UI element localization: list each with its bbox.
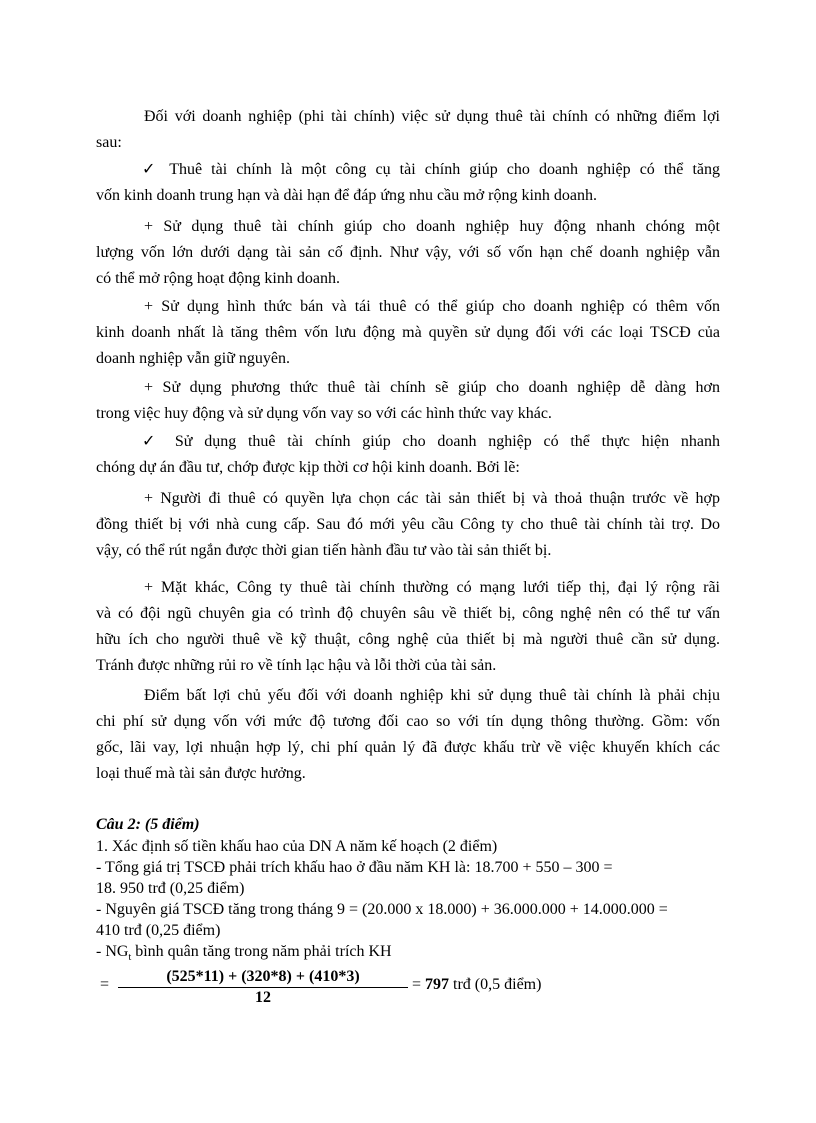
text-line: trong việc huy động và sử dụng vốn vay so với các hình thức vay khác. [96, 405, 552, 422]
text-line: lượng vốn lớn dưới dạng tài sản cố định. Như vậy, với số vốn hạn chế doanh nghiệp vẫn [96, 244, 720, 261]
text-line: gốc, lãi vay, lợi nhuận hợp lý, chi phí quản lý đã được khấu trừ về việc khuyến khích các [96, 739, 720, 756]
text-line: vậy, có thể rút ngắn được thời gian tiến hành đầu tư vào tài sản thiết bị. [96, 542, 552, 559]
answer-line: - Nguyên giá TSCĐ tăng trong tháng 9 = (20.000 x 18.000) + 36.000.000 + 14.000.000 = [96, 901, 668, 918]
text-line: đồng thiết bị với nhà cung cấp. Sau đó mới yêu cầu Công ty cho thuê tài chính tài trợ. Do [96, 516, 720, 533]
text-line: ✓ Sử dụng thuê tài chính giúp cho doanh nghiệp có thể thực hiện nhanh [142, 433, 720, 450]
text-line: + Mặt khác, Công ty thuê tài chính thường có mạng lưới tiếp thị, đại lý rộng rãi [144, 579, 720, 596]
ng-prefix: - NG [96, 943, 129, 960]
text-line: Tránh được những rủi ro về tính lạc hậu và lỗi thời của tài sản. [96, 657, 497, 674]
formula-result-rest: trđ (0,5 điểm) [449, 976, 542, 993]
text-line: có thể mở rộng hoạt động kinh doanh. [96, 270, 340, 287]
text-line: sau: [96, 134, 122, 151]
answer-line: 1. Xác định số tiền khấu hao của DN A năm kế hoạch (2 điểm) [96, 838, 498, 855]
paragraph-disadvantages [96, 683, 720, 787]
formula-denominator: 12 [255, 989, 271, 1006]
text-line: kinh doanh nhất là tăng thêm vốn lưu động mà quyền sử dụng đối với các loại TSCĐ của [96, 324, 720, 341]
text-line: và có đội ngũ chuyên gia có trình độ chuyên sâu về thiết bị, công nghệ nên có thể tư vấn [96, 605, 720, 622]
text-line: doanh nghiệp vẫn giữ nguyên. [96, 350, 290, 367]
formula-result [412, 976, 541, 994]
formula-equals: = [100, 976, 110, 993]
text-line: vốn kinh doanh trung hạn và dài hạn để đáp ứng nhu cầu mở rộng kinh doanh. [96, 187, 598, 204]
ng-suffix: bình quân tăng trong năm phải trích KH [131, 943, 392, 960]
text-line: ✓ Thuê tài chính là một công cụ tài chính giúp cho doanh nghiệp có thể tăng [142, 161, 720, 178]
question-title: Câu 2: (5 điểm) [96, 816, 200, 833]
paragraph-plus-5 [96, 575, 720, 679]
answer-line: 18. 950 trđ (0,25 điểm) [96, 880, 245, 897]
text-line: + Người đi thuê có quyền lựa chọn các tài sản thiết bị và thoả thuận trước về hợp [144, 490, 720, 507]
formula-numerator: (525*11) + (320*8) + (410*3) [118, 968, 408, 988]
paragraph-check-2 [96, 429, 720, 481]
formula-fraction [118, 968, 408, 1008]
text-line: Đối với doanh nghiệp (phi tài chính) việc sử dụng thuê tài chính có những điểm lợi [144, 108, 720, 125]
paragraph-plus-2 [96, 294, 720, 372]
text-line: Điểm bất lợi chủ yếu đối với doanh nghiệp khi sử dụng thuê tài chính là phải chịu [144, 687, 720, 704]
paragraph-plus-4 [96, 486, 720, 564]
text-line: hữu ích cho người thuê về kỹ thuật, công nghệ của thiết bị mà người thuê cần sử dụng. [96, 631, 720, 648]
answer-line: - Tổng giá trị TSCĐ phải trích khấu hao ở đầu năm KH là: 18.700 + 550 – 300 = [96, 859, 613, 876]
text-line: + Sử dụng thuê tài chính giúp cho doanh nghiệp huy động nhanh chóng một [144, 218, 720, 235]
answer-block [96, 836, 720, 968]
text-line: chi phí sử dụng vốn với mức độ tương đối cao so với tín dụng thông thường. Gồm: vốn [96, 713, 720, 730]
ng-subscript: t [128, 952, 132, 964]
answer-line-ng [96, 941, 720, 968]
formula-row [96, 968, 696, 1012]
text-line: loại thuế mà tài sản được hưởng. [96, 765, 306, 782]
answer-line: 410 trđ (0,25 điểm) [96, 922, 221, 939]
paragraph-check-1 [96, 157, 720, 209]
paragraph-plus-3 [96, 375, 720, 427]
text-line: chóng dự án đầu tư, chớp được kịp thời cơ hội kinh doanh. Bởi lẽ: [96, 459, 520, 476]
text-line: + Sử dụng phương thức thuê tài chính sẽ giúp cho doanh nghiệp dễ dàng hơn [144, 379, 720, 396]
paragraph-advantages-intro [96, 104, 720, 156]
formula-result-value: 797 [425, 976, 450, 993]
text-line: + Sử dụng hình thức bán và tái thuê có thể giúp cho doanh nghiệp có thêm vốn [144, 298, 720, 315]
paragraph-plus-1 [96, 214, 720, 292]
formula-result-equals: = [412, 976, 426, 993]
